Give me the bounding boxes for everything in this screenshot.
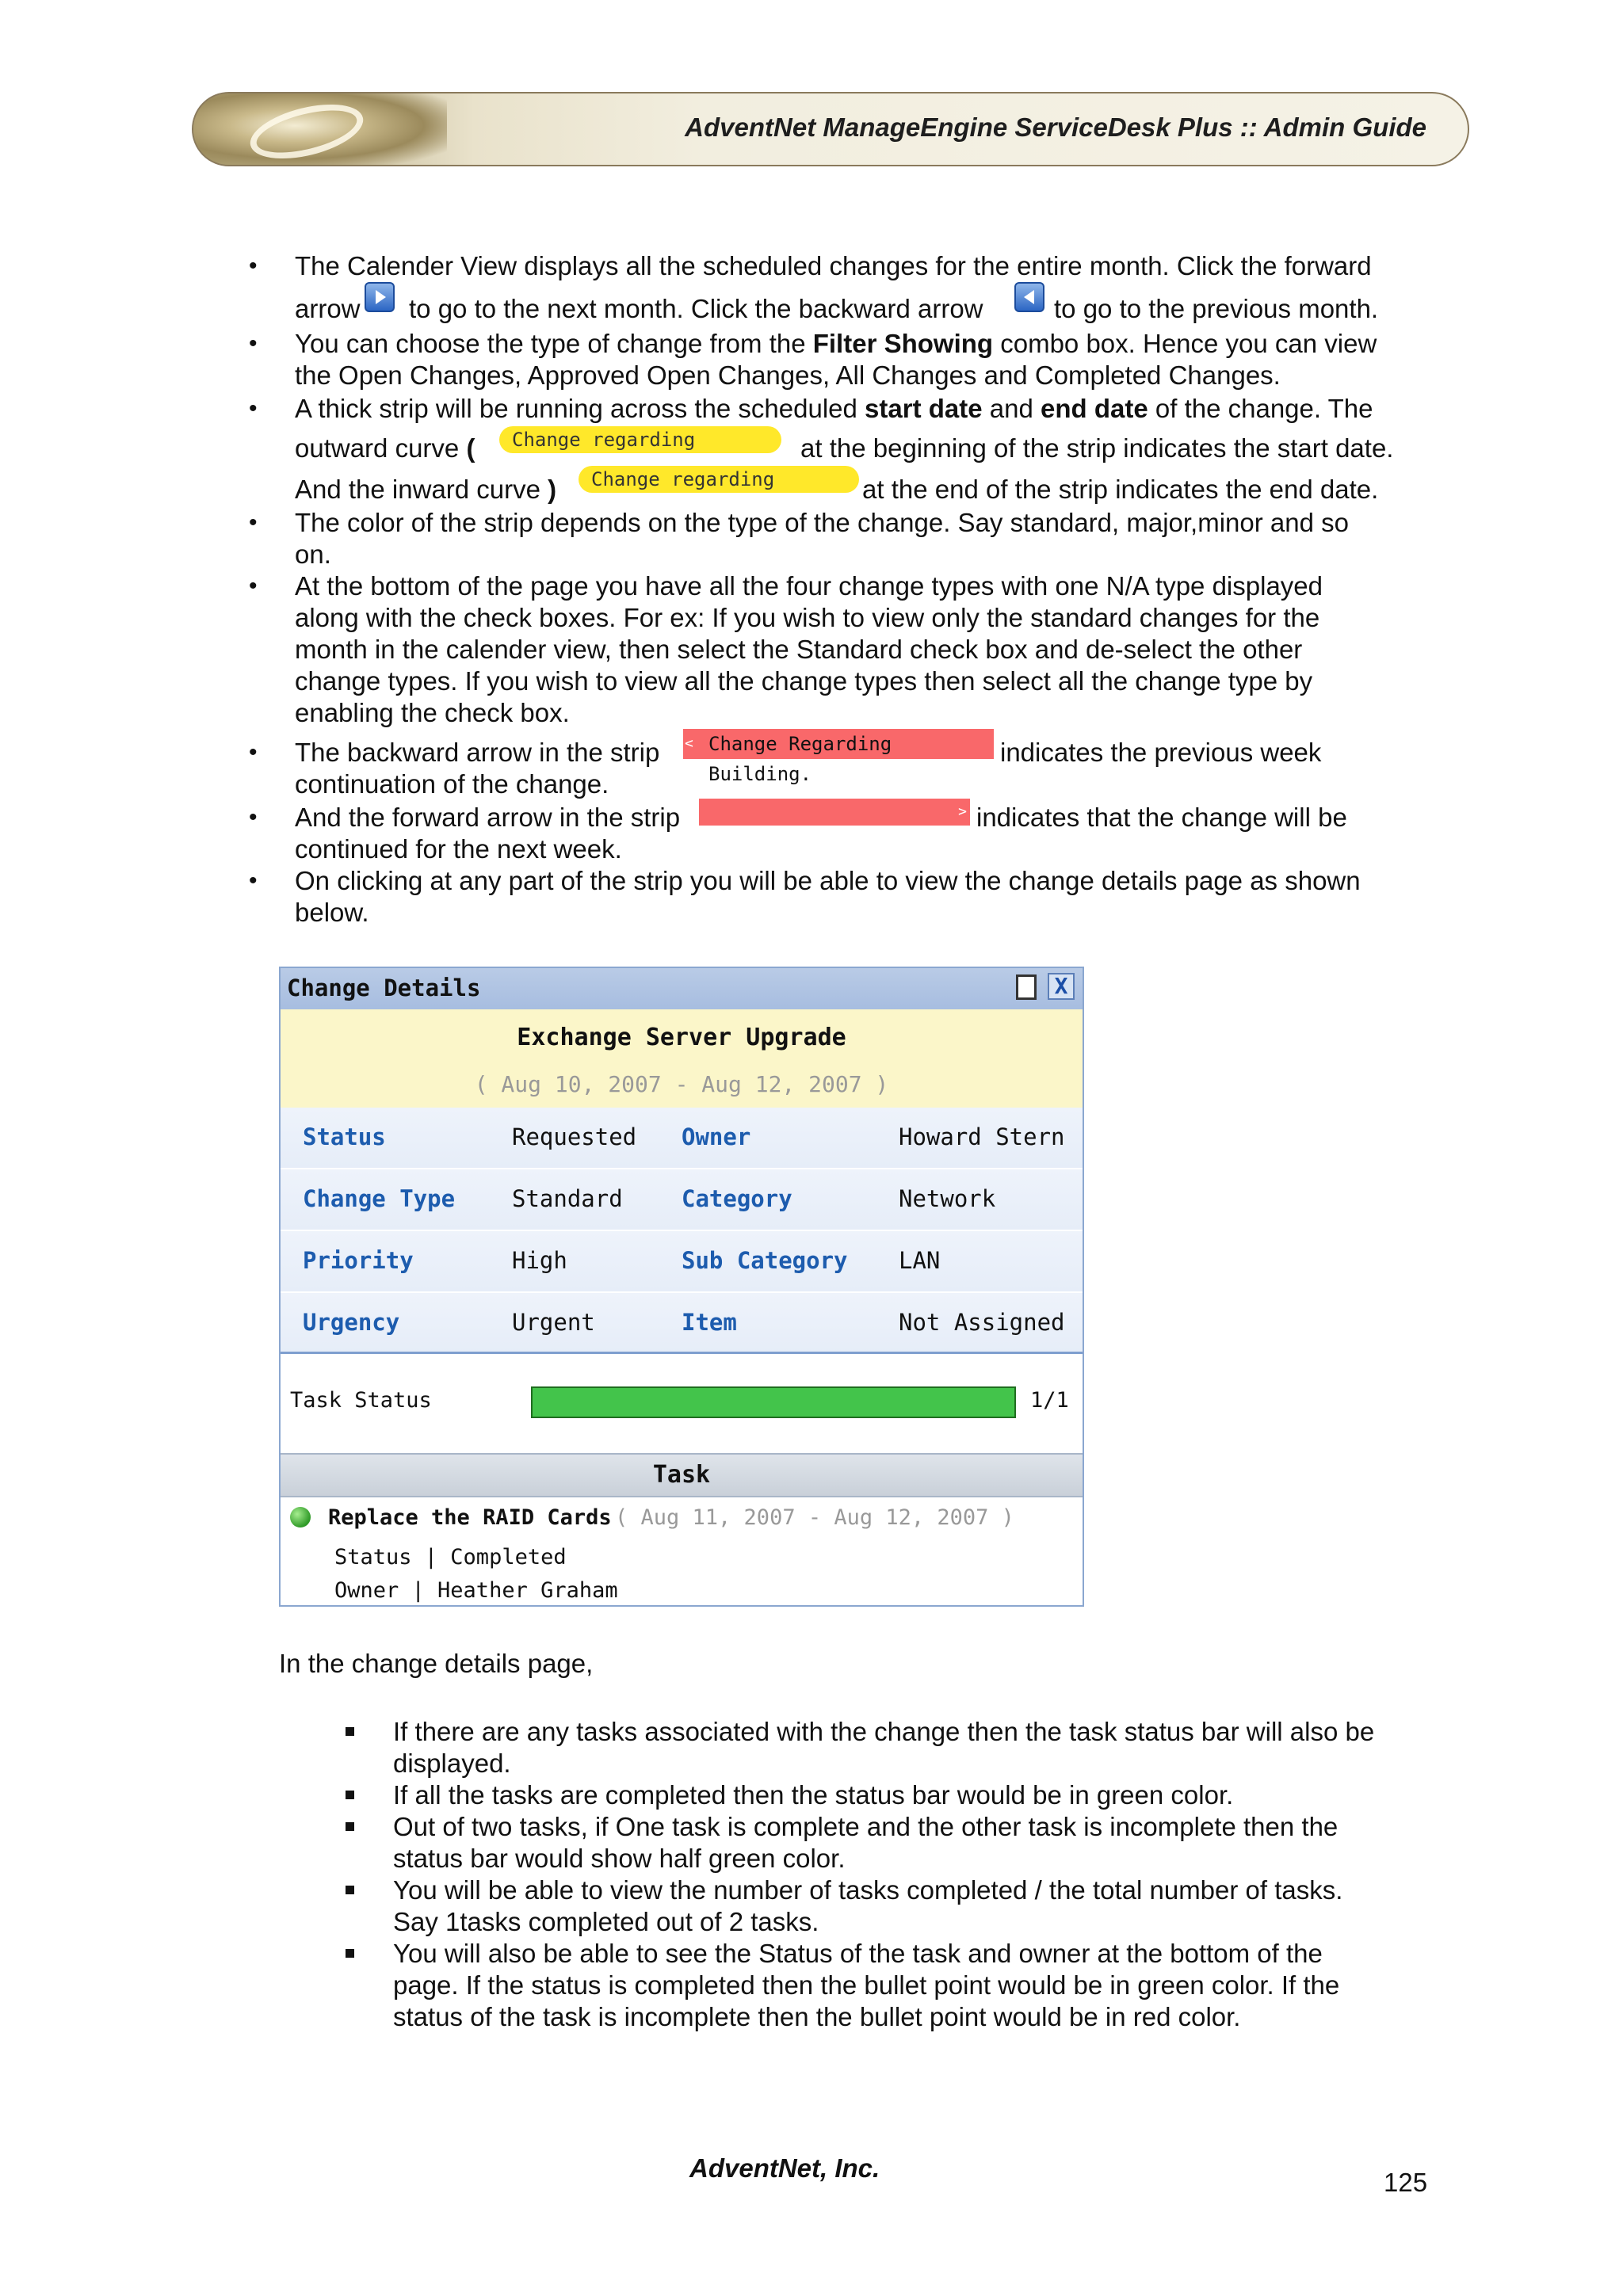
task-name[interactable]: Replace the RAID Cards	[328, 1505, 612, 1530]
bullet-7-line-1b: indicates that the change will be	[976, 803, 1347, 832]
bullet-6-line-2: continuation of the change.	[295, 769, 609, 799]
outward-curve-strip: Change regarding	[499, 426, 781, 453]
bullet-4-line-2: on.	[295, 540, 331, 569]
field-value: Urgent	[512, 1309, 595, 1336]
bullet-marker: •	[249, 804, 258, 830]
square-bullet	[346, 1886, 354, 1894]
bullet-1-line-1: The Calender View displays all the scheduled changes for the entire month. Click the forward	[295, 251, 1372, 280]
detail-row	[281, 1108, 1083, 1169]
forward-arrow-icon	[365, 282, 395, 312]
page-number: 125	[1384, 2168, 1428, 2197]
bullet-marker: •	[249, 573, 258, 599]
field-label: Category	[682, 1185, 792, 1212]
bullet-8-line-1: On clicking at any part of the strip you will be able to view the change details page as shown	[295, 866, 1361, 895]
bullet-3-line-2: outward curve (	[295, 433, 475, 463]
bullet-3-line-3: And the inward curve )	[295, 475, 557, 504]
bullet-7-line-2: continued for the next week.	[295, 834, 622, 864]
field-label: Urgency	[303, 1309, 400, 1336]
detail-row	[281, 1293, 1083, 1355]
bullet-1-arrow-word: arrow	[295, 294, 361, 323]
field-label: Item	[682, 1309, 737, 1336]
forward-arrow-strip	[699, 799, 970, 826]
change-name: Exchange Server Upgrade	[517, 1024, 846, 1051]
square-bullet	[346, 1791, 354, 1799]
detail-row	[281, 1169, 1083, 1231]
banner-decoration	[193, 93, 447, 165]
task-status-bar	[531, 1386, 1016, 1418]
divider	[281, 1352, 1083, 1354]
bullet-6-line-1b: indicates the previous week	[1000, 738, 1322, 767]
sub-bullet-1-line-1: If there are any tasks associated with the change then the task status bar will also be	[393, 1717, 1375, 1746]
bullet-3-line-3-end: at the end of the strip indicates the end date.	[862, 475, 1379, 504]
sub-bullet-4-line-2: Say 1tasks completed out of 2 tasks.	[393, 1907, 819, 1936]
field-label: Sub Category	[682, 1247, 848, 1274]
bullet-3-line-1: A thick strip will be running across the scheduled start date and end date of the change. The	[295, 394, 1373, 423]
bullet-marker: •	[249, 330, 258, 357]
task-section-header	[281, 1453, 1083, 1497]
task-status-dot-icon	[290, 1507, 311, 1527]
sub-bullet-3-line-1: Out of two tasks, if One task is complete and the other task is incomplete then the	[393, 1812, 1338, 1841]
field-label: Status	[303, 1123, 386, 1150]
bullet-5-line-5: enabling the check box.	[295, 698, 570, 727]
bullet-marker: •	[249, 253, 258, 279]
task-status-label: Task Status	[290, 1388, 432, 1413]
bullet-marker: •	[249, 395, 258, 421]
field-value: High	[512, 1247, 567, 1274]
bullet-marker: •	[249, 509, 258, 536]
square-bullet	[346, 1727, 354, 1736]
panel-title: Change Details	[287, 974, 481, 1001]
field-label: Change Type	[303, 1185, 456, 1212]
detail-row	[281, 1231, 1083, 1293]
bullet-5-line-1: At the bottom of the page you have all the four change types with one N/A type displayed	[295, 571, 1323, 601]
bullet-1-line-2-mid: to go to the next month. Click the backward arrow	[409, 294, 983, 323]
task-owner-line: Owner | Heather Graham	[334, 1578, 618, 1603]
bullet-5-line-3: month in the calender view, then select the Standard check box and de-select the other	[295, 635, 1303, 664]
bullet-7-line-1a: And the forward arrow in the strip	[295, 803, 681, 832]
close-icon[interactable]: X	[1048, 973, 1075, 1000]
bullet-1-line-2-end: to go to the previous month.	[1054, 294, 1379, 323]
strip-forward-arrow: >	[958, 803, 967, 820]
sub-bullet-5-line-3: status of the task is incomplete then the bullet point would be in red color.	[393, 2002, 1241, 2031]
field-value: Not Assigned	[899, 1309, 1065, 1336]
sub-bullet-5-line-1: You will also be able to see the Status of the task and owner at the bottom of the	[393, 1939, 1323, 1968]
bullet-2-line-1: You can choose the type of change from the Filter Showing combo box. Hence you can view	[295, 329, 1377, 358]
inward-curve-strip: Change regarding	[579, 466, 859, 493]
strip-label: Change Regarding Building.	[708, 733, 892, 785]
footer-company: AdventNet, Inc.	[689, 2153, 880, 2183]
bullet-marker: •	[249, 868, 258, 894]
bullet-5-line-2: along with the check boxes. For ex: If you wish to view only the standard changes for the	[295, 603, 1320, 632]
change-summary	[281, 1009, 1083, 1109]
bullet-2-line-2: the Open Changes, Approved Open Changes, All Changes and Completed Changes.	[295, 360, 1281, 390]
square-bullet	[346, 1822, 354, 1831]
panel-header	[281, 968, 1083, 1010]
change-dates: ( Aug 10, 2007 - Aug 12, 2007 )	[474, 1071, 889, 1097]
bullet-3-line-2-end: at the beginning of the strip indicates the start date.	[800, 433, 1394, 463]
field-value: Howard Stern	[899, 1123, 1065, 1150]
section-intro: In the change details page,	[279, 1649, 594, 1678]
task-section-title: Task	[652, 1461, 711, 1489]
field-value: Requested	[512, 1123, 637, 1150]
bullet-5-line-4: change types. If you wish to view all the change types then select all the change type by	[295, 666, 1313, 696]
sub-bullet-3-line-2: status bar would show half green color.	[393, 1844, 846, 1873]
backward-arrow-icon	[1014, 282, 1044, 312]
field-value: Standard	[512, 1185, 623, 1212]
document-icon[interactable]	[1016, 974, 1037, 1000]
field-label: Priority	[303, 1247, 414, 1274]
backward-arrow-strip	[683, 729, 994, 785]
bullet-6-line-1a: The backward arrow in the strip	[295, 738, 660, 767]
field-value: Network	[899, 1185, 996, 1212]
header-banner	[192, 92, 1469, 166]
bullet-marker: •	[249, 739, 258, 765]
sub-bullet-2-line-1: If all the tasks are completed then the status bar would be in green color.	[393, 1780, 1234, 1810]
task-dates: ( Aug 11, 2007 - Aug 12, 2007 )	[615, 1505, 1014, 1530]
bullet-4-line-1: The color of the strip depends on the type of the change. Say standard, major,minor and so	[295, 508, 1349, 537]
strip-back-arrow: <	[685, 735, 693, 752]
field-label: Owner	[682, 1123, 751, 1150]
sub-bullet-1-line-2: displayed.	[393, 1749, 511, 1778]
header-title: AdventNet ManageEngine ServiceDesk Plus :: Admin Guide	[685, 113, 1426, 142]
task-status-line: Status | Completed	[334, 1545, 567, 1569]
square-bullet	[346, 1949, 354, 1958]
task-status-fill	[533, 1388, 1014, 1417]
sub-bullet-4-line-1: You will be able to view the number of tasks completed / the total number of tasks.	[393, 1875, 1343, 1905]
field-value: LAN	[899, 1247, 941, 1274]
bullet-8-line-2: below.	[295, 898, 369, 927]
change-details-panel	[279, 967, 1084, 1607]
task-count: 1/1	[1030, 1388, 1069, 1413]
sub-bullet-5-line-2: page. If the status is completed then the bullet point would be in green color. If the	[393, 1970, 1340, 2000]
